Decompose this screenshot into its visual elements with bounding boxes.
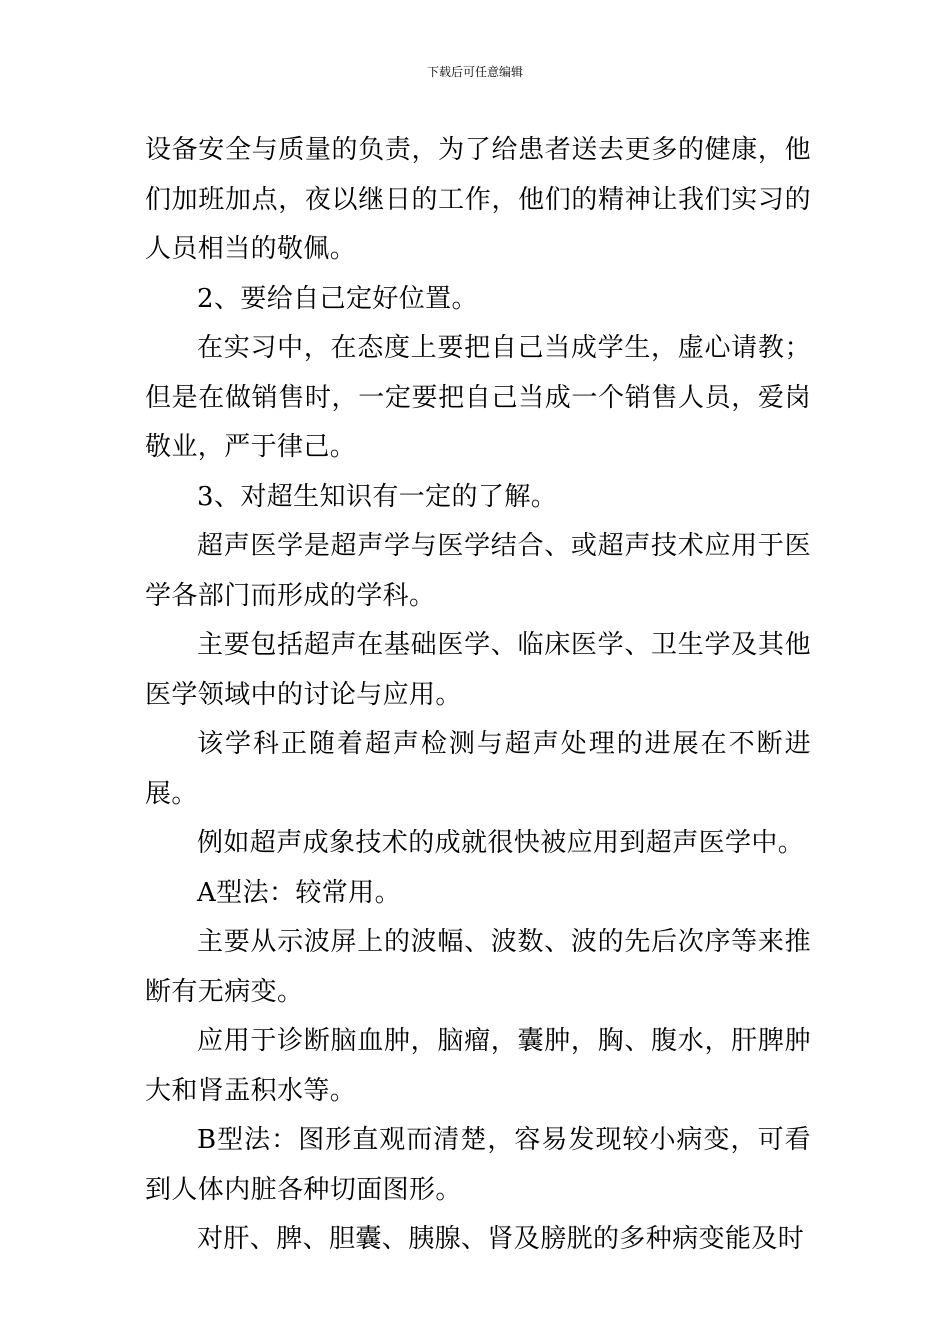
paragraph: 主要从示波屏上的波幅、波数、波的先后次序等来推断有无病变。 [145,927,811,1007]
paragraph: 超声医学是超声学与医学结合、或超声技术应用于医学各部门而形成的学科。 [145,531,811,611]
paragraph: 应用于诊断脑血肿，脑瘤，囊肿，胸、腹水，肝脾肿大和肾盂积水等。 [145,1026,811,1106]
paragraph: 对肝、脾、胆囊、胰腺、肾及膀胱的多种病变能及时 [197,1224,805,1254]
paragraph: 主要包括超声在基础医学、临床医学、卫生学及其他医学领域中的讨论与应用。 [145,630,811,710]
paragraph: A型法：较常用。 [197,877,401,908]
paragraph: 该学科正随着超声检测与超声处理的进展在不断进展。 [145,729,811,809]
page-header: 下载后可任意编辑 [426,65,523,79]
paragraph: B型法：图形直观而清楚，容易发现较小病变，可看到人体内脏各种切面图形。 [145,1125,811,1205]
paragraph: 2、要给自己定好位置。 [197,283,478,314]
paragraph: 例如超声成象技术的成就很快被应用到超声医学中。 [197,828,805,858]
paragraph: 设备安全与质量的负责，为了给患者送去更多的健康，他们加班加点，夜以继日的工作，他们的精神让我们实习的人员相当的敬佩。 [145,135,811,264]
paragraph: 3、对超生知识有一定的了解。 [197,481,558,512]
document-body [145,126,811,1265]
paragraph: 在实习中，在态度上要把自己当成学生，虚心请教；但是在做销售时，一定要把自己当成一个销售人员，爱岗敬业，严于律己。 [145,333,811,462]
